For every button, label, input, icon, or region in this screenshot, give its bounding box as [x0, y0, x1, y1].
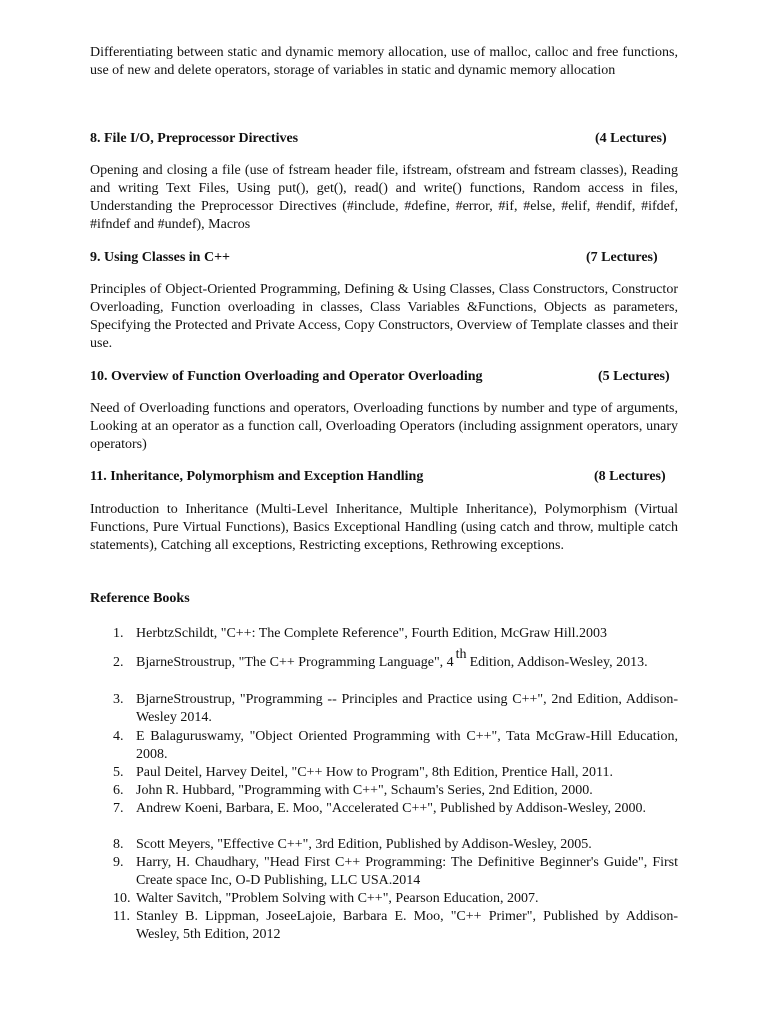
section-lectures: (7 Lectures) — [586, 250, 658, 265]
section-heading-9 — [90, 249, 672, 267]
section-title: 11. Inheritance, Polymorphism and Exception Handling — [90, 469, 424, 484]
list-number: 7. — [113, 801, 124, 816]
list-number: 4. — [113, 729, 124, 744]
section-lectures: (4 Lectures) — [595, 131, 667, 146]
section-heading-11 — [90, 468, 672, 486]
reference-text: Paul Deitel, Harvey Deitel, "C++ How to Program", 8th Edition, Prentice Hall, 2011. — [136, 765, 613, 780]
reference-text: Stanley B. Lippman, JoseeLajoie, Barbara E. Moo, "C++ Primer", Published by Addison-Wesley, 5th Edition, 2012 — [136, 909, 678, 942]
reference-text: Andrew Koeni, Barbara, E. Moo, "Accelerated C++", Published by Addison-Wesley, 2000. — [136, 801, 647, 816]
section-body-8: Opening and closing a file (use of fstream header file, ifstream, ofstream and fstream classes), Reading and writing Text Files, Using put(), get(), read() and write() functions, Random access in files, Understanding the Preprocessor Directives (#include, #define, #error, #if, #else, #elif, #endif, #ifdef, #ifndef and #undef), Macros — [90, 163, 678, 232]
reference-text: John R. Hubbard, "Programming with C++", Schaum's Series, 2nd Edition, 2000. — [136, 783, 593, 798]
section-heading-10 — [90, 368, 672, 386]
section-body-9: Principles of Object-Oriented Programming, Defining & Using Classes, Class Constructors, Constructor Overloading, Function overloading in classes, Class Variables &Functions, Objects as parameters, Specifying the Protected and Private Access, Copy Constructors, Overview of Template classes and their use. — [90, 282, 678, 351]
reference-text: Walter Savitch, "Problem Solving with C++", Pearson Education, 2007. — [136, 891, 539, 906]
list-number: 2. — [113, 655, 124, 670]
list-number: 11. — [113, 909, 130, 924]
intro-paragraph: Differentiating between static and dynamic memory allocation, use of malloc, calloc and free functions, use of new and delete operators, storage of variables in static and dynamic memory allocation — [90, 45, 678, 78]
list-number: 6. — [113, 783, 124, 798]
reference-text: Scott Meyers, "Effective C++", 3rd Edition, Published by Addison-Wesley, 2005. — [136, 837, 592, 852]
reference-text: E Balaguruswamy, "Object Oriented Programming with C++", Tata McGraw-Hill Education, 2008. — [136, 729, 678, 762]
section-heading-8 — [90, 130, 672, 148]
list-number: 3. — [113, 692, 124, 707]
list-number: 9. — [113, 855, 124, 870]
section-title: 10. Overview of Function Overloading and Operator Overloading — [90, 369, 483, 384]
list-number: 1. — [113, 626, 124, 641]
list-number: 10. — [113, 891, 131, 906]
reference-text: BjarneStroustrup, "Programming -- Principles and Practice using C++", 2nd Edition, Addison-Wesley 2014. — [136, 692, 678, 725]
superscript: th — [455, 647, 467, 662]
list-number: 8. — [113, 837, 124, 852]
section-body-11: Introduction to Inheritance (Multi-Level Inheritance, Multiple Inheritance), Polymorphism (Virtual Functions, Pure Virtual Functions), Basics Exceptional Handling (using catch and throw, multiple catch statements), Catching all exceptions, Restricting exceptions, Rethrowing exceptions. — [90, 502, 678, 553]
list-number: 5. — [113, 765, 124, 780]
section-title: 8. File I/O, Preprocessor Directives — [90, 131, 299, 146]
section-lectures: (5 Lectures) — [598, 369, 670, 384]
reference-text: Harry, H. Chaudhary, "Head First C++ Programming: The Definitive Beginner's Guide", First Create space Inc, O-D Publishing, LLC USA.2014 — [136, 855, 678, 888]
section-title: 9. Using Classes in C++ — [90, 250, 231, 265]
section-lectures: (8 Lectures) — [594, 469, 666, 484]
reference-text: BjarneStroustrup, "The C++ Programming Language", 4thEdition, Addison-Wesley, 2013. — [136, 647, 648, 670]
section-body-10: Need of Overloading functions and operators, Overloading functions by number and type of arguments, Looking at an operator as a function call, Overloading Operators (including assignment operators, unary operators) — [90, 401, 678, 452]
reference-text: HerbtzSchildt, "C++: The Complete Reference", Fourth Edition, McGraw Hill.2003 — [136, 626, 607, 641]
references-heading: Reference Books — [90, 591, 190, 606]
